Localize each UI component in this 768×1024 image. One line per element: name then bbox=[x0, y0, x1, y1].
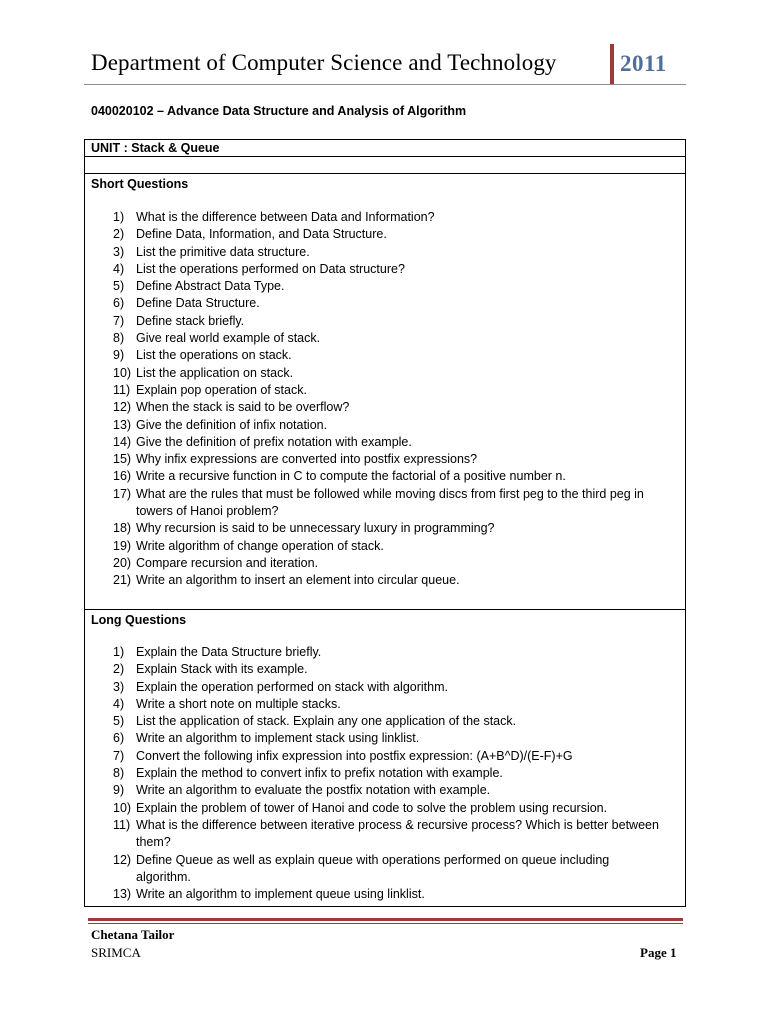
question-item bbox=[85, 886, 687, 903]
unit-row bbox=[84, 139, 686, 157]
question-text: Write an algorithm to implement queue using linklist. bbox=[136, 887, 425, 902]
question-number: 18) bbox=[113, 521, 132, 536]
question-item bbox=[85, 538, 687, 555]
question-item bbox=[85, 644, 687, 661]
question-text: Write a short note on multiple stacks. bbox=[136, 696, 341, 711]
question-item bbox=[85, 417, 687, 434]
question-item bbox=[85, 696, 687, 713]
question-number: 8) bbox=[113, 766, 125, 781]
question-item bbox=[85, 261, 687, 278]
question-text: Explain the method to convert infix to prefix notation with example. bbox=[136, 766, 503, 781]
question-item bbox=[85, 382, 687, 399]
question-number: 9) bbox=[113, 783, 125, 798]
question-number: 6) bbox=[113, 731, 125, 746]
question-text: Write algorithm of change operation of stack. bbox=[136, 538, 384, 553]
question-item bbox=[85, 365, 687, 382]
question-text: Give the definition of infix notation. bbox=[136, 417, 328, 432]
question-text: Define Abstract Data Type. bbox=[136, 279, 285, 294]
question-item bbox=[85, 520, 687, 537]
question-number: 9) bbox=[113, 348, 125, 363]
question-number: 10) bbox=[113, 365, 132, 380]
question-number: 16) bbox=[113, 469, 132, 484]
question-text: Define Data, Information, and Data Structure. bbox=[136, 227, 387, 242]
short-questions-section bbox=[84, 173, 686, 610]
question-text: When the stack is said to be overflow? bbox=[136, 400, 350, 415]
footer-author: Chetana Tailor bbox=[91, 927, 175, 942]
question-number: 1) bbox=[113, 645, 125, 659]
question-text: Explain pop operation of stack. bbox=[136, 382, 307, 397]
question-number: 3) bbox=[113, 244, 125, 259]
question-item bbox=[85, 209, 687, 226]
question-number: 6) bbox=[113, 296, 125, 311]
question-item bbox=[85, 800, 687, 817]
question-text: Give the definition of prefix notation with example. bbox=[136, 434, 412, 449]
question-text: List the operations performed on Data structure? bbox=[136, 261, 405, 276]
question-item bbox=[85, 852, 687, 887]
question-text: Define Queue as well as explain queue with operations performed on queue including algorithm. bbox=[136, 852, 610, 884]
question-number: 14) bbox=[113, 434, 132, 449]
question-number: 5) bbox=[113, 279, 125, 294]
question-text: What is the difference between iterative process & recursive process? Which is better between them? bbox=[136, 817, 659, 850]
footer-organization: SRIMCA bbox=[91, 945, 141, 960]
question-item bbox=[85, 468, 687, 485]
short-questions-title: Short Questions bbox=[91, 177, 189, 191]
question-text: Explain Stack with its example. bbox=[136, 662, 308, 677]
header-rule bbox=[84, 84, 686, 85]
question-text: List the application on stack. bbox=[136, 365, 294, 380]
question-number: 12) bbox=[113, 400, 132, 415]
question-number: 7) bbox=[113, 313, 125, 328]
question-item bbox=[85, 713, 687, 730]
question-number: 21) bbox=[113, 573, 132, 588]
question-number: 20) bbox=[113, 555, 132, 570]
question-item bbox=[85, 451, 687, 468]
question-number: 1) bbox=[113, 210, 125, 224]
question-item bbox=[85, 313, 687, 330]
footer-rule-thick bbox=[88, 918, 683, 921]
question-number: 2) bbox=[113, 227, 125, 242]
footer-rule-thin bbox=[88, 923, 683, 924]
question-text: List the primitive data structure. bbox=[136, 244, 310, 259]
question-item bbox=[85, 679, 687, 696]
question-text: Why recursion is said to be unnecessary luxury in programming? bbox=[136, 521, 495, 536]
question-text: Write an algorithm to implement stack using linklist. bbox=[136, 731, 420, 746]
question-item bbox=[85, 748, 687, 765]
question-text: Explain the problem of tower of Hanoi and code to solve the problem using recursion. bbox=[136, 800, 608, 815]
question-number: 4) bbox=[113, 261, 125, 276]
question-number: 3) bbox=[113, 679, 125, 694]
question-text: Write a recursive function in C to compute the factorial of a positive number n. bbox=[136, 469, 566, 484]
question-text: List the operations on stack. bbox=[136, 348, 292, 363]
short-questions-list bbox=[85, 209, 687, 590]
page-number: Page 1 bbox=[640, 945, 677, 960]
question-item bbox=[85, 278, 687, 295]
header-year: 2011 bbox=[620, 51, 667, 76]
question-text: Write an algorithm to evaluate the postfix notation with example. bbox=[136, 783, 491, 798]
question-item bbox=[85, 434, 687, 451]
question-number: 17) bbox=[113, 486, 132, 501]
question-number: 13) bbox=[113, 887, 132, 902]
question-item bbox=[85, 661, 687, 678]
question-text: Why infix expressions are converted into postfix expressions? bbox=[136, 452, 478, 467]
question-number: 19) bbox=[113, 538, 132, 553]
question-item bbox=[85, 399, 687, 416]
question-text: What are the rules that must be followed while moving discs from first peg to the third peg in towers of Hanoi problem? bbox=[136, 486, 644, 519]
question-item bbox=[85, 330, 687, 347]
long-questions-section bbox=[84, 609, 686, 907]
question-item bbox=[85, 817, 687, 852]
question-number: 12) bbox=[113, 852, 132, 867]
header-divider bbox=[610, 44, 614, 84]
question-item bbox=[85, 226, 687, 243]
subject-title: 040020102 – Advance Data Structure and Analysis of Algorithm bbox=[91, 104, 467, 118]
question-number: 10) bbox=[113, 800, 132, 815]
blank-row bbox=[84, 156, 686, 174]
question-item bbox=[85, 555, 687, 572]
question-text: Explain the operation performed on stack with algorithm. bbox=[136, 679, 448, 694]
question-number: 5) bbox=[113, 714, 125, 729]
question-item bbox=[85, 782, 687, 799]
question-text: Convert the following infix expression into postfix expression: (A+B^D)/(E-F)+G bbox=[136, 748, 573, 763]
question-number: 8) bbox=[113, 331, 125, 346]
question-number: 7) bbox=[113, 748, 125, 763]
question-item bbox=[85, 244, 687, 261]
question-text: What is the difference between Data and Information? bbox=[136, 210, 435, 224]
question-text: Give real world example of stack. bbox=[136, 331, 321, 346]
question-number: 4) bbox=[113, 696, 125, 711]
question-number: 11) bbox=[113, 382, 131, 397]
question-item bbox=[85, 295, 687, 312]
long-questions-title: Long Questions bbox=[91, 613, 187, 627]
question-text: Write an algorithm to insert an element into circular queue. bbox=[136, 573, 460, 588]
question-number: 15) bbox=[113, 452, 132, 467]
unit-label: UNIT : Stack & Queue bbox=[91, 141, 220, 155]
question-text: List the application of stack. Explain any one application of the stack. bbox=[136, 714, 517, 729]
question-item bbox=[85, 572, 687, 589]
question-item bbox=[85, 730, 687, 747]
question-text: Explain the Data Structure briefly. bbox=[136, 645, 322, 659]
question-number: 13) bbox=[113, 417, 132, 432]
question-number: 2) bbox=[113, 662, 125, 677]
question-text: Compare recursion and iteration. bbox=[136, 555, 319, 570]
department-title: Department of Computer Science and Technology bbox=[91, 50, 557, 75]
long-questions-list bbox=[85, 644, 687, 903]
page-header bbox=[84, 44, 686, 84]
question-item bbox=[85, 347, 687, 364]
question-text: Define stack briefly. bbox=[136, 313, 245, 328]
question-item bbox=[85, 486, 687, 521]
question-text: Define Data Structure. bbox=[136, 296, 260, 311]
question-number: 11) bbox=[113, 817, 131, 832]
question-item bbox=[85, 765, 687, 782]
